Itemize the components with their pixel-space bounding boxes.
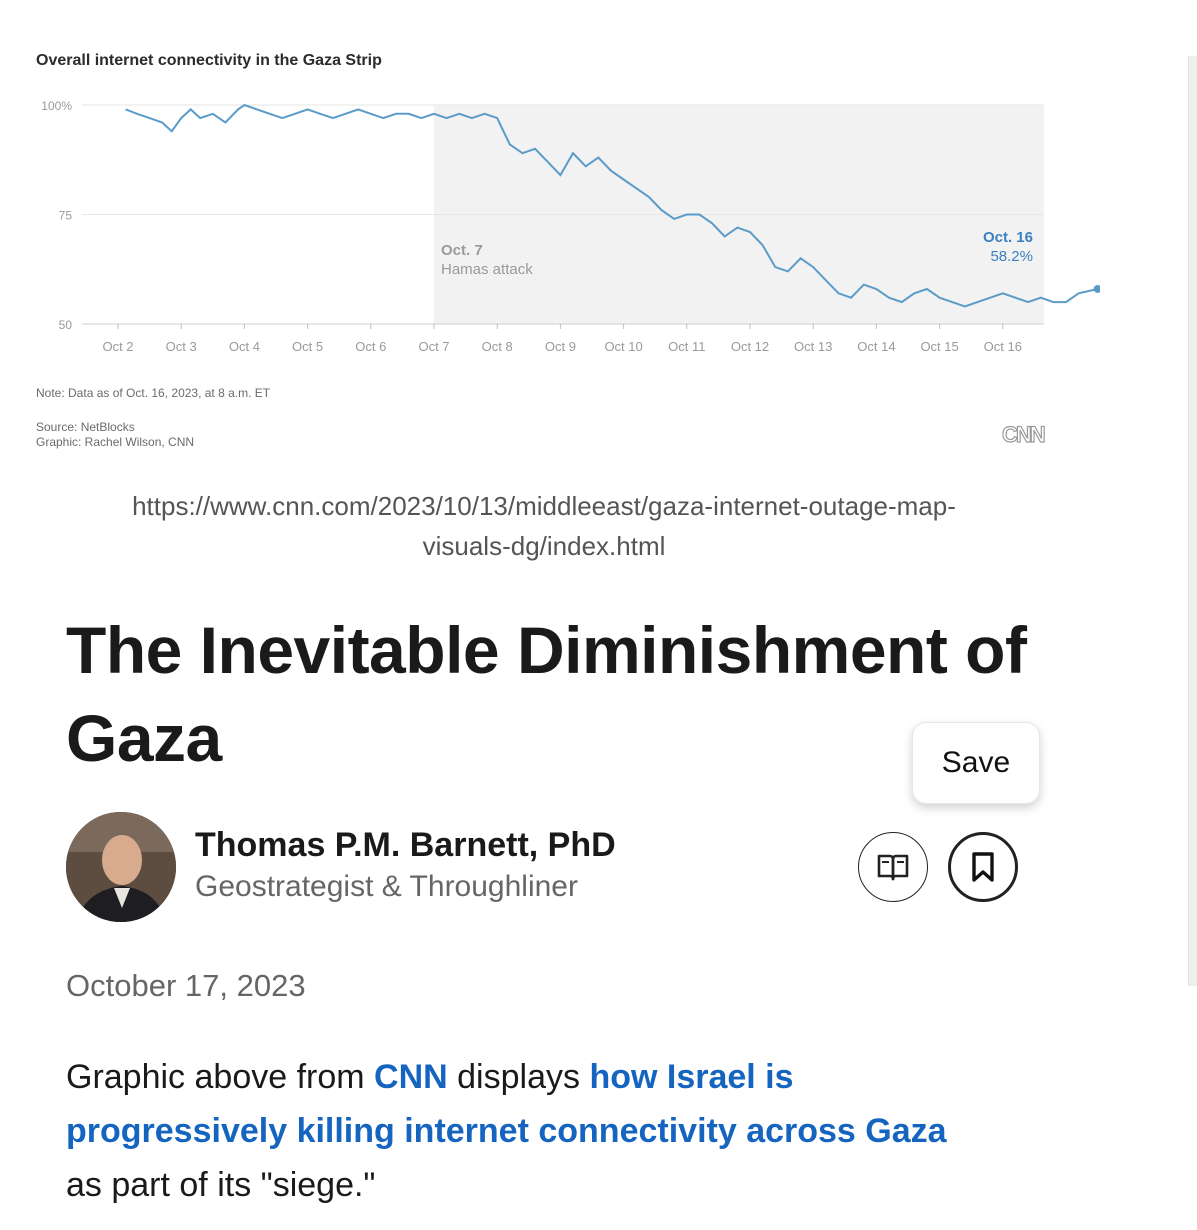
body-text-part-3: as part of its "siege.": [66, 1166, 376, 1204]
y-tick-label: 50: [58, 318, 72, 332]
source-url[interactable]: [44, 486, 1044, 566]
bookmark-icon: [970, 851, 996, 883]
x-tick-label: Oct 15: [920, 339, 959, 354]
chart-x-axis: [102, 324, 1021, 354]
chart-note: Note: Data as of Oct. 16, 2023, at 8 a.m. ET: [36, 386, 271, 400]
connectivity-chart: [0, 0, 1100, 470]
series-end-point: [1094, 285, 1100, 293]
avatar-portrait: [66, 812, 176, 922]
bookmark-button[interactable]: [948, 832, 1018, 902]
x-tick-label: Oct 6: [355, 339, 387, 354]
x-tick-label: Oct 14: [857, 339, 896, 354]
annotation-oct7-title: Oct. 7: [441, 242, 483, 259]
chart-title: Overall internet connectivity in the Gaza Strip: [36, 52, 382, 69]
x-tick-label: Oct 9: [544, 339, 576, 354]
x-tick-label: Oct 4: [228, 339, 260, 354]
annotation-oct16-value: 58.2%: [990, 248, 1033, 265]
scrollbar-track[interactable]: [1188, 56, 1197, 986]
publish-date: October 17, 2023: [66, 968, 306, 1003]
y-tick-label: 75: [58, 208, 72, 223]
author-name[interactable]: Thomas P.M. Barnett, PhD: [195, 826, 616, 864]
annotation-oct7-text: Hamas attack: [441, 261, 533, 278]
x-tick-label: Oct 10: [604, 339, 643, 354]
x-tick-label: Oct 8: [481, 339, 513, 354]
body-text-part-1: Graphic above from: [66, 1058, 375, 1096]
x-tick-label: Oct 3: [165, 339, 197, 354]
open-book-icon: [876, 852, 910, 882]
cnn-logo: CNN: [1002, 422, 1044, 447]
read-mode-button[interactable]: [858, 832, 928, 902]
body-text-part-2: displays: [447, 1058, 590, 1096]
save-button[interactable]: Save: [912, 722, 1040, 804]
article-link[interactable]: how Israel is progressively killing internet connectivity across Gaza: [66, 1058, 947, 1150]
author-avatar[interactable]: [66, 812, 176, 922]
x-tick-label: Oct 12: [730, 339, 770, 354]
x-tick-label: Oct 5: [292, 339, 324, 354]
source-url-line-1: https://www.cnn.com/2023/10/13/middleeast/gaza-internet-outage-map-: [132, 491, 956, 521]
chart-source-line: Source: NetBlocks: [36, 420, 135, 434]
chart-y-axis: [41, 99, 72, 332]
chart-graphic-credit: Graphic: Rachel Wilson, CNN: [36, 435, 195, 449]
annotation-oct16-title: Oct. 16: [982, 229, 1033, 246]
article-title: The Inevitable Diminishment of Gaza: [66, 613, 1027, 775]
cnn-link[interactable]: CNN: [374, 1058, 448, 1096]
author-role: Geostrategist & Throughliner: [195, 870, 578, 903]
chart-source: [36, 420, 194, 450]
x-tick-label: Oct 7: [418, 339, 450, 354]
source-url-line-2: visuals-dg/index.html: [422, 531, 666, 561]
article-body-paragraph: [66, 1050, 966, 1212]
x-tick-label: Oct 11: [668, 339, 706, 354]
y-tick-label: 100%: [41, 99, 72, 113]
x-tick-label: Oct 2: [102, 339, 134, 354]
x-tick-label: Oct 16: [983, 339, 1022, 354]
x-tick-label: Oct 13: [794, 339, 833, 354]
